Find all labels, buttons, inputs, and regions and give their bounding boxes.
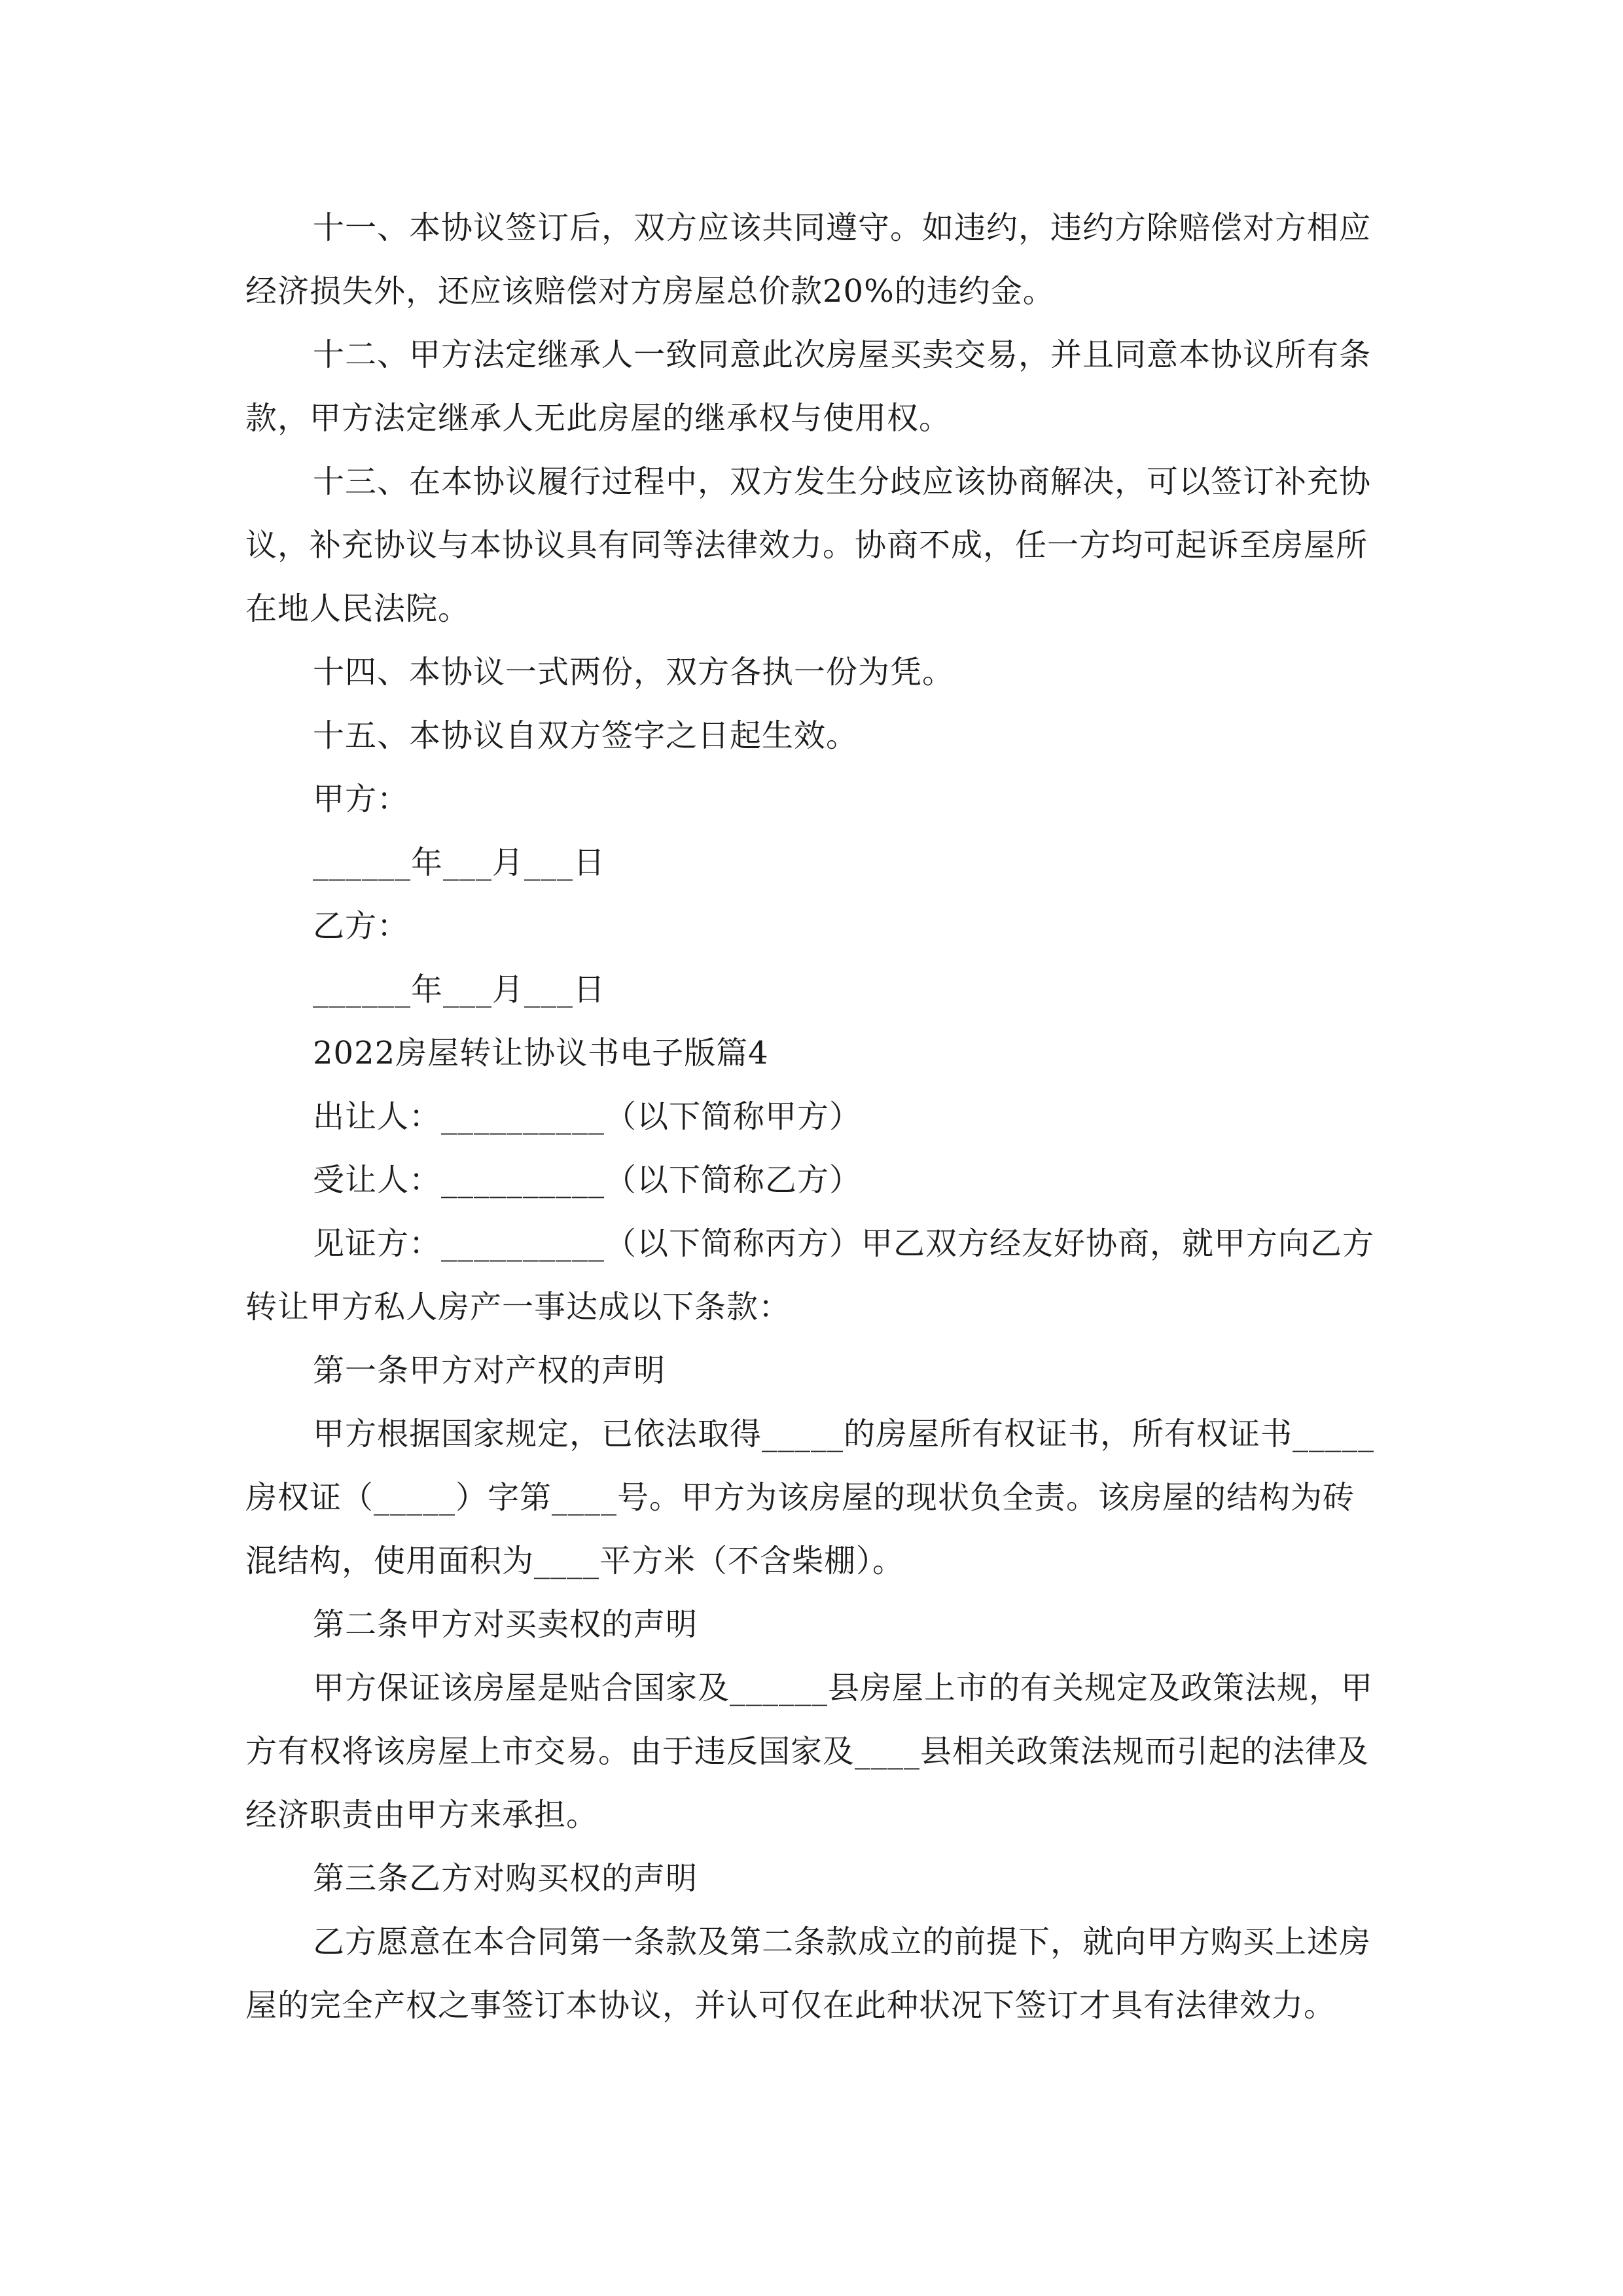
transferee-line: 受让人：__________（以下简称乙方） <box>313 1162 862 1198</box>
party-b-date-line: ______年___月___日 <box>313 971 606 1008</box>
clause-13: 十三、在本协议履行过程中，双方发生分歧应该协商解决，可以签订补充协议，补充协议与本协议具有同等法律效力。协商不成，任一方均可起诉至房屋所在地人民法院。 <box>245 463 1372 627</box>
party-a-date-line: ______年___月___日 <box>313 844 606 881</box>
document-body <box>245 196 1381 2037</box>
clause-14: 十四、本协议一式两份，双方各执一份为凭。 <box>313 654 955 691</box>
article-3-heading: 第三条乙方对购买权的声明 <box>313 1860 698 1897</box>
article-1-heading: 第一条甲方对产权的声明 <box>313 1352 666 1389</box>
party-a-signature-label: 甲方： <box>313 781 410 817</box>
section-title: 2022房屋转让协议书电子版篇4 <box>313 1035 769 1071</box>
clause-12: 十二、甲方法定继承人一致同意此次房屋买卖交易，并且同意本协议所有条款，甲方法定继承人无此房屋的继承权与使用权。 <box>245 336 1372 437</box>
article-2-heading: 第二条甲方对买卖权的声明 <box>313 1606 698 1643</box>
party-b-signature-label: 乙方： <box>313 908 410 944</box>
clause-11: 十一、本协议签订后，双方应该共同遵守。如违约，违约方除赔偿对方相应经济损失外，还应该赔偿对方房屋总价款20%的违约金。 <box>245 209 1372 310</box>
clause-15: 十五、本协议自双方签字之日起生效。 <box>313 717 859 754</box>
article-2-body: 甲方保证该房屋是贴合国家及______县房屋上市的有关规定及政策法规，甲方有权将该房屋上市交易。由于违反国家及____县相关政策法规而引起的法律及经济职责由甲方来承担。 <box>245 1670 1374 1833</box>
witness-line: 见证方：__________（以下简称丙方）甲乙双方经友好协商，就甲方向乙方转让甲方私人房产一事达成以下条款： <box>245 1225 1375 1325</box>
article-1-body: 甲方根据国家规定，已依法取得_____的房屋所有权证书，所有权证书_____房权证（_____）字第____号。甲方为该房屋的现状负全责。该房屋的结构为砖混结构，使用面积为____平方米（不含柴棚）。 <box>245 1416 1375 1579</box>
article-3-body: 乙方愿意在本合同第一条款及第二条款成立的前提下，就向甲方购买上述房屋的完全产权之事签订本协议，并认可仅在此种状况下签订才具有法律效力。 <box>245 1924 1372 2024</box>
transferor-line: 出让人：__________（以下简称甲方） <box>313 1098 862 1135</box>
